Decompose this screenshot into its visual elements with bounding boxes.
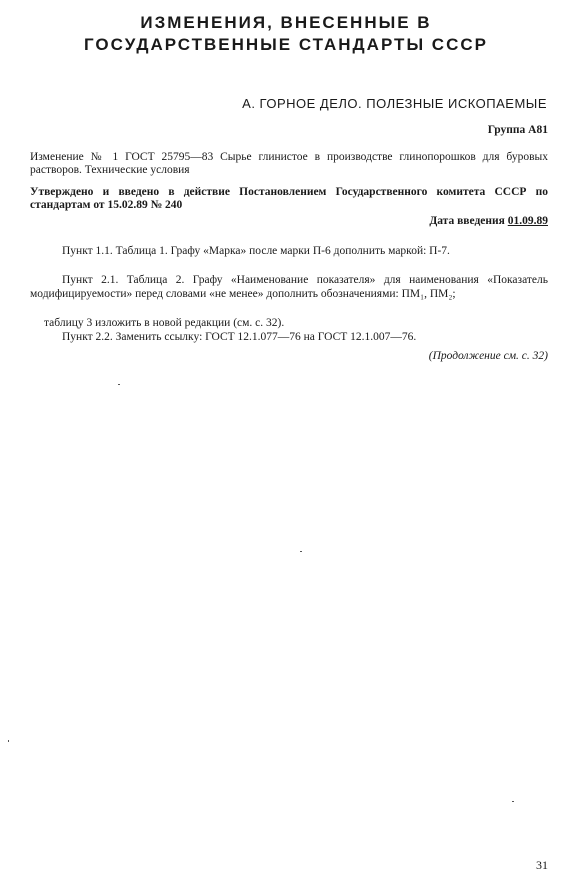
paragraph-3: таблицу 3 изложить в новой редакции (см. с. 32). bbox=[44, 317, 285, 329]
header-line-2: ГОСУДАРСТВЕННЫЕ СТАНДАРТЫ СССР bbox=[84, 35, 488, 54]
scan-speck bbox=[8, 740, 9, 742]
scan-speck bbox=[300, 551, 302, 552]
paragraph-4: Пункт 2.2. Заменить ссылку: ГОСТ 12.1.077—76 на ГОСТ 12.1.007—76. bbox=[62, 331, 417, 343]
effective-date-label: Дата введения bbox=[429, 215, 505, 227]
approval-text: Утверждено и введено в действие Постановлением Государственного комитета СССР по стандартам от 15.02.89 № 240 bbox=[30, 186, 548, 211]
paragraph-2: Пункт 2.1. Таблица 2. Графу «Наименование показателя» для наименования «Показатель модифицируемости» перед словами «не менее» дополнить обозначениями: ПМ₁, ПМ₂; bbox=[30, 274, 548, 300]
amendment-title: Изменение № 1 ГОСТ 25795—83 Сырье глинистое в производстве глинопорошков для буровых растворов. Технические условия bbox=[30, 151, 548, 176]
group-code: Группа А81 bbox=[487, 124, 548, 136]
continuation-note: (Продолжение см. с. 32) bbox=[428, 350, 548, 362]
effective-date bbox=[429, 215, 548, 227]
header-line-1: ИЗМЕНЕНИЯ, ВНЕСЕННЫЕ В bbox=[140, 13, 432, 32]
paragraph-1: Пункт 1.1. Таблица 1. Графу «Марка» после марки П-6 дополнить маркой: П-7. bbox=[62, 245, 450, 257]
effective-date-value: 01.09.89 bbox=[507, 215, 548, 227]
scan-speck bbox=[512, 801, 514, 802]
document-header bbox=[0, 12, 572, 56]
section-title: А. ГОРНОЕ ДЕЛО. ПОЛЕЗНЫЕ ИСКОПАЕМЫЕ bbox=[242, 96, 547, 111]
scan-speck bbox=[118, 384, 120, 385]
page-number: 31 bbox=[536, 858, 548, 872]
